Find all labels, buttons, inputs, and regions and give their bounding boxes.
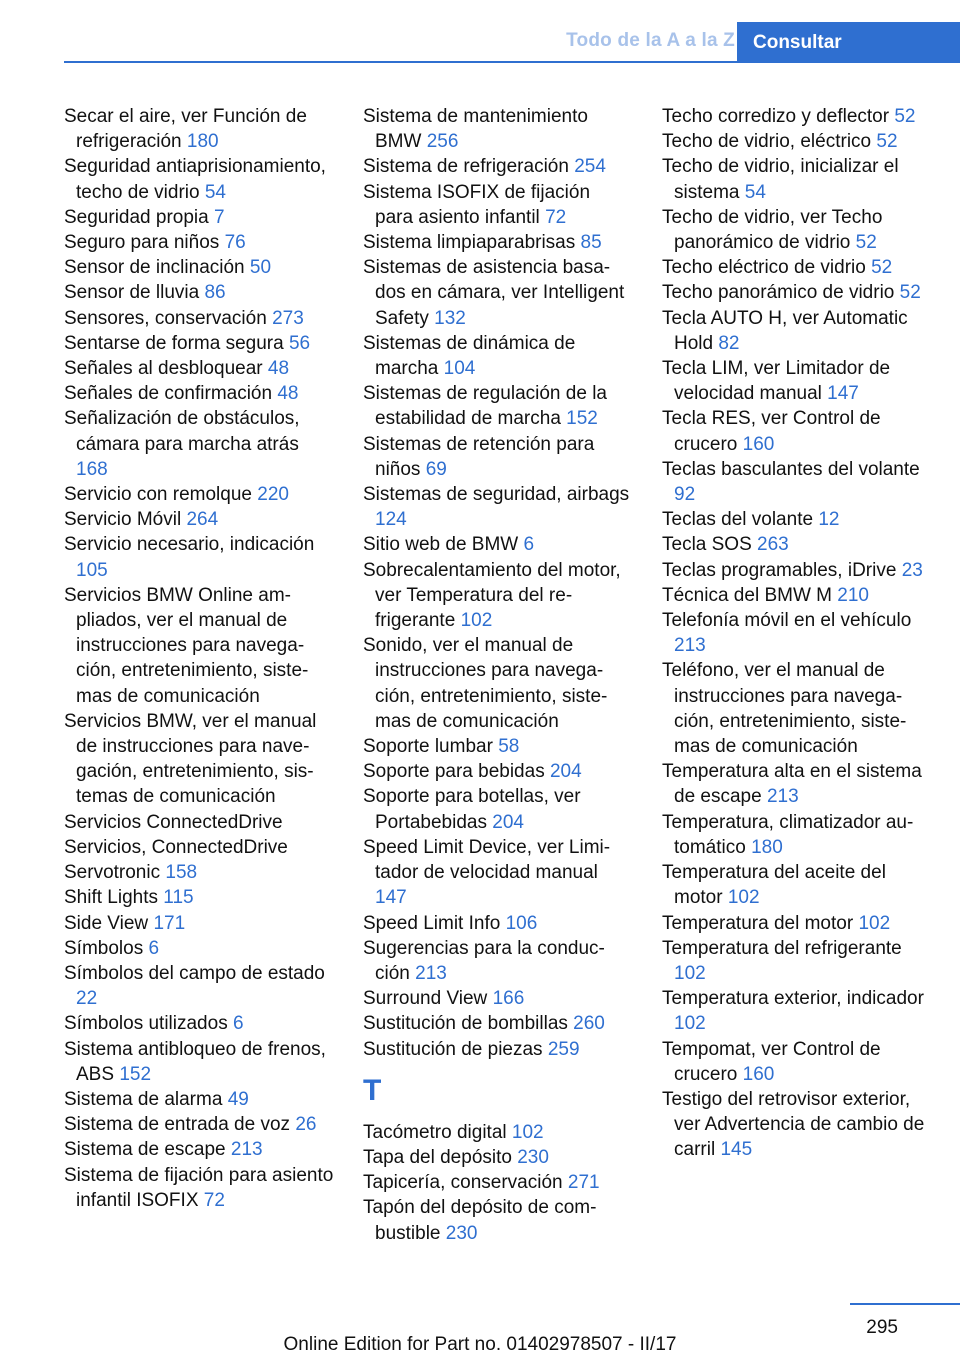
page-reference-link[interactable]: 213 bbox=[230, 1139, 263, 1161]
index-entry-text: Sistema de refrigeración bbox=[363, 156, 569, 178]
index-entry-text: Señales al desbloquear bbox=[64, 358, 263, 380]
index-entry-text: Techo de vidrio, inicializar el sistema bbox=[662, 156, 899, 203]
index-letter-heading: T bbox=[363, 1073, 382, 1107]
page-reference-link[interactable]: 147 bbox=[375, 887, 407, 909]
index-entry bbox=[662, 658, 930, 759]
index-entry-text: Seguridad propia bbox=[64, 206, 209, 228]
page-reference-link[interactable]: 264 bbox=[186, 509, 219, 531]
page-reference-link[interactable]: 259 bbox=[547, 1038, 580, 1060]
index-entry bbox=[662, 104, 930, 129]
page-reference-link[interactable]: 160 bbox=[742, 1063, 775, 1085]
index-entry bbox=[662, 129, 930, 154]
index-entry-text: Sistema de escape bbox=[64, 1139, 226, 1161]
page-reference-link[interactable]: 180 bbox=[186, 131, 219, 153]
index-entry-text: Teclas del volante bbox=[662, 509, 814, 531]
index-entry-text: Techo corredizo y deflector bbox=[662, 106, 890, 127]
index-entry bbox=[64, 507, 334, 532]
index-entry-text: Tapón del depósito de combustible bbox=[363, 1197, 597, 1244]
index-entry bbox=[662, 255, 930, 280]
page-reference-link[interactable]: 48 bbox=[267, 358, 290, 380]
page-reference-link[interactable]: 273 bbox=[272, 307, 304, 329]
index-entry bbox=[662, 608, 930, 658]
index-entry-text: Temperatura del motor bbox=[662, 912, 854, 934]
index-entry bbox=[64, 936, 334, 961]
page-reference-link[interactable]: 50 bbox=[249, 257, 272, 279]
page-reference-link[interactable]: 147 bbox=[827, 383, 859, 405]
page-reference-link[interactable]: 52 bbox=[871, 257, 893, 279]
page-reference-link[interactable]: 254 bbox=[574, 156, 606, 178]
page-reference-link[interactable]: 52 bbox=[894, 106, 916, 127]
index-entry-text: Surround View bbox=[363, 988, 488, 1010]
index-entry-text: Señales de confirmación bbox=[64, 383, 273, 405]
page-reference-link[interactable]: 102 bbox=[858, 912, 891, 934]
index-entry-text: Tecla LIM, ver Limitador de velocidad manual bbox=[662, 358, 891, 405]
index-entry bbox=[64, 1087, 334, 1112]
index-entry-text: Seguridad antiaprisionamiento, techo de vidrio bbox=[64, 156, 326, 203]
page-reference-link[interactable]: 6 bbox=[148, 937, 160, 959]
page-reference-link[interactable]: 76 bbox=[224, 232, 246, 254]
footer-rule bbox=[850, 1303, 960, 1305]
index-entry-text: Tacómetro digital bbox=[363, 1121, 507, 1143]
index-entry-text: Sistema de alarma bbox=[64, 1088, 223, 1110]
index-entry-text: Sistema de mantenimiento BMW bbox=[363, 106, 588, 153]
index-entry-text: Servicios ConnectedDrive bbox=[64, 811, 283, 833]
index-entry-text: Sugerencias para la conducción bbox=[363, 937, 605, 984]
index-entry bbox=[64, 1037, 334, 1087]
index-entry bbox=[662, 205, 930, 255]
index-entry bbox=[64, 306, 334, 331]
page-reference-link[interactable]: 56 bbox=[288, 332, 311, 354]
index-entry-text: Techo de vidrio, ver Techo panorámico de vidrio bbox=[662, 206, 883, 254]
index-entry bbox=[363, 734, 633, 759]
index-entry-text: Teclas programables, iDrive bbox=[662, 559, 897, 581]
index-entry bbox=[662, 936, 930, 986]
page-reference-link[interactable]: 213 bbox=[766, 786, 799, 808]
index-entry bbox=[662, 306, 930, 356]
index-entry bbox=[363, 1170, 633, 1195]
index-entry-text: Sensor de lluvia bbox=[64, 282, 200, 304]
page-reference-link[interactable]: 48 bbox=[277, 383, 299, 405]
index-entry bbox=[64, 1163, 334, 1213]
index-entry bbox=[363, 482, 633, 532]
index-entry bbox=[64, 406, 334, 482]
index-entry-text: Sistema de fijación para asiento infantil ISOFIX bbox=[64, 1164, 334, 1211]
index-entry bbox=[64, 532, 334, 582]
index-column-2 bbox=[363, 104, 633, 1246]
page-reference-link[interactable]: 160 bbox=[742, 433, 775, 455]
index-entry-text: Soporte para bebidas bbox=[363, 761, 545, 783]
index-entry-text: Seguro para niños bbox=[64, 232, 220, 254]
index-entry-text: Sonido, ver el manual de instrucciones para navegación, entretenimiento, sistemas de comunicación bbox=[363, 635, 608, 732]
index-entry bbox=[363, 104, 633, 154]
index-entry-text: Servicio Móvil bbox=[64, 509, 182, 531]
index-entry bbox=[363, 255, 633, 331]
index-entry bbox=[64, 835, 334, 860]
index-entry-text: Servicios BMW Online ampliados, ver el manual de instrucciones para navegación, entretenimiento, sistemas de comunicación bbox=[64, 584, 309, 707]
index-entry bbox=[662, 280, 930, 305]
index-entry bbox=[363, 1037, 633, 1062]
page-reference-link[interactable]: 7 bbox=[214, 206, 225, 228]
index-entry bbox=[363, 381, 633, 431]
page-reference-link[interactable]: 166 bbox=[492, 988, 525, 1010]
index-entry bbox=[662, 911, 930, 936]
index-entry-text: Servicio con remolque bbox=[64, 484, 252, 506]
index-entry-text: Símbolos utilizados bbox=[64, 1013, 228, 1035]
index-entry bbox=[363, 1120, 633, 1145]
index-entry-text: Sistema antibloqueo de frenos, ABS bbox=[64, 1038, 326, 1085]
index-entry bbox=[363, 784, 633, 834]
index-entry bbox=[363, 835, 633, 911]
index-entry bbox=[64, 885, 334, 910]
index-entry-text: Tapa del depósito bbox=[363, 1146, 512, 1168]
index-entry bbox=[64, 860, 334, 885]
index-entry bbox=[662, 457, 930, 507]
index-entry-text: Soporte lumbar bbox=[363, 736, 493, 758]
page-reference-link[interactable]: 256 bbox=[426, 131, 459, 153]
index-entry-text: Tecla AUTO H, ver Automatic Hold bbox=[662, 307, 908, 354]
index-entry bbox=[363, 1145, 633, 1170]
index-entry-text: Sustitución de bombillas bbox=[363, 1013, 568, 1035]
index-entry bbox=[662, 356, 930, 406]
index-entry bbox=[662, 532, 930, 557]
page-reference-link[interactable]: 230 bbox=[517, 1146, 549, 1168]
index-entry bbox=[64, 154, 334, 204]
index-entry-text: Sistemas de seguridad, airbags bbox=[363, 484, 630, 506]
index-entry bbox=[64, 583, 334, 709]
index-entry-text: Techo eléctrico de vidrio bbox=[662, 257, 866, 279]
index-entry bbox=[363, 936, 633, 986]
footer-edition: Online Edition for Part no. 01402978507 - II/17 bbox=[283, 1334, 677, 1355]
index-entry bbox=[64, 482, 334, 507]
page-reference-link[interactable]: 102 bbox=[674, 962, 706, 984]
index-entry-text: Servicios, ConnectedDrive bbox=[64, 836, 288, 858]
index-entry bbox=[64, 911, 334, 936]
page-reference-link[interactable]: 204 bbox=[549, 761, 582, 783]
index-entry bbox=[64, 230, 334, 255]
index-entry bbox=[363, 230, 633, 255]
page-reference-link[interactable]: 152 bbox=[566, 408, 598, 430]
page-reference-link[interactable]: 22 bbox=[76, 988, 98, 1010]
index-entry-text: Temperatura alta en el sistema de escape bbox=[662, 761, 922, 808]
page-reference-link[interactable]: 52 bbox=[876, 131, 898, 153]
index-entry bbox=[363, 331, 633, 381]
page-reference-link[interactable]: 260 bbox=[573, 1013, 605, 1035]
index-entry bbox=[363, 759, 633, 784]
page-reference-link[interactable]: 210 bbox=[837, 584, 869, 606]
page-reference-link[interactable]: 230 bbox=[445, 1222, 478, 1244]
index-entry-text: Sistema limpiaparabrisas bbox=[363, 232, 576, 254]
index-entry bbox=[64, 104, 334, 154]
index-entry-text: Símbolos bbox=[64, 937, 144, 959]
index-entry bbox=[64, 961, 334, 1011]
index-entry bbox=[64, 810, 334, 835]
index-entry-text: Sistemas de asistencia basados en cámara, ver Intelligent Safety bbox=[363, 257, 625, 329]
index-entry bbox=[662, 986, 930, 1036]
page-reference-link[interactable]: 52 bbox=[899, 282, 921, 304]
index-entry-text: Sensor de inclinación bbox=[64, 257, 245, 279]
index-entry-text: Telefonía móvil en el vehículo bbox=[662, 610, 912, 632]
index-entry-text: Tecla SOS bbox=[662, 534, 752, 556]
index-entry bbox=[662, 558, 930, 583]
page-reference-link[interactable]: 52 bbox=[855, 232, 877, 254]
page-reference-link[interactable]: 54 bbox=[744, 181, 766, 203]
page-reference-link[interactable]: 58 bbox=[498, 736, 520, 758]
page-reference-link[interactable]: 72 bbox=[545, 206, 567, 228]
page-reference-link[interactable]: 180 bbox=[751, 836, 783, 858]
index-entry bbox=[363, 154, 633, 179]
index-entry bbox=[363, 180, 633, 230]
page-reference-link[interactable]: 106 bbox=[505, 912, 538, 934]
page-reference-link[interactable]: 102 bbox=[511, 1121, 544, 1143]
page-reference-link[interactable]: 54 bbox=[204, 181, 226, 203]
index-entry-text: Teléfono, ver el manual de instrucciones para navegación, entretenimiento, sistemas de comunicación bbox=[662, 660, 907, 758]
index-entry bbox=[662, 154, 930, 204]
index-entry-text: Sensores, conservación bbox=[64, 307, 267, 329]
page-reference-link[interactable]: 92 bbox=[674, 484, 696, 506]
index-entry-text: Técnica del BMW M bbox=[662, 584, 832, 606]
index-entry bbox=[363, 1195, 633, 1245]
index-entry bbox=[64, 381, 334, 406]
index-entry-text: Sentarse de forma segura bbox=[64, 332, 284, 354]
page-reference-link[interactable]: 12 bbox=[818, 509, 840, 531]
index-entry bbox=[363, 911, 633, 936]
index-entry-text: Secar el aire, ver Función de refrigeración bbox=[64, 106, 307, 153]
index-column-3 bbox=[662, 104, 930, 1163]
page-reference-link[interactable]: 6 bbox=[232, 1013, 244, 1035]
index-entry bbox=[64, 1011, 334, 1036]
page-reference-link[interactable]: 69 bbox=[425, 458, 447, 480]
page-reference-link[interactable]: 115 bbox=[163, 887, 194, 909]
index-entry-text: Soporte para botellas, ver Portabebidas bbox=[363, 786, 581, 833]
page-reference-link[interactable]: 168 bbox=[76, 458, 108, 480]
page-reference-link[interactable]: 102 bbox=[727, 887, 760, 909]
index-entry-text: Servicio necesario, indicación bbox=[64, 534, 315, 556]
page-reference-link[interactable]: 85 bbox=[580, 232, 602, 254]
index-entry bbox=[64, 331, 334, 356]
index-entry-text: Sitio web de BMW bbox=[363, 534, 519, 556]
index-entry-text: Sistema de entrada de voz bbox=[64, 1114, 291, 1136]
page-reference-link[interactable]: 271 bbox=[567, 1172, 600, 1194]
page-reference-link[interactable]: 132 bbox=[434, 307, 466, 329]
index-entry-text: Servicios BMW, ver el manual de instrucciones para navegación, entretenimiento, sistemas de comunicación bbox=[64, 710, 317, 808]
page-reference-link[interactable]: 158 bbox=[165, 862, 198, 884]
page-reference-link[interactable]: 145 bbox=[720, 1139, 753, 1161]
index-entry-text: Sistema ISOFIX de fijación para asiento infantil bbox=[363, 181, 591, 228]
index-entry bbox=[64, 356, 334, 381]
page-reference-link[interactable]: 171 bbox=[153, 912, 186, 934]
index-entry-text: Teclas basculantes del volante bbox=[662, 458, 920, 480]
page-reference-link[interactable]: 23 bbox=[901, 559, 923, 581]
page-reference-link[interactable]: 213 bbox=[415, 962, 447, 984]
index-entry-text: Speed Limit Device, ver Limitador de velocidad manual bbox=[363, 836, 611, 884]
index-entry bbox=[662, 1037, 930, 1087]
index-entry-text: Señalización de obstáculos, cámara para marcha atrás bbox=[64, 408, 300, 455]
header-section-title: Todo de la A a la Z bbox=[566, 30, 735, 51]
index-entry bbox=[363, 432, 633, 482]
index-entry bbox=[363, 986, 633, 1011]
page-reference-link[interactable]: 124 bbox=[375, 509, 407, 531]
index-entry-text: Temperatura exterior, indicador bbox=[662, 988, 924, 1010]
index-entry-text: Sistemas de dinámica de marcha bbox=[363, 332, 576, 380]
index-entry-text: Testigo del retrovisor exterior, ver Advertencia de cambio de carril bbox=[662, 1088, 925, 1161]
index-entry bbox=[363, 532, 633, 557]
index-entry bbox=[662, 860, 930, 910]
header-tab-consultar[interactable]: Consultar bbox=[737, 22, 960, 63]
index-entry bbox=[363, 1011, 633, 1036]
index-entry bbox=[363, 558, 633, 634]
index-entry-text: Temperatura del aceite del motor bbox=[662, 862, 886, 909]
page-reference-link[interactable]: 49 bbox=[227, 1088, 249, 1110]
index-entry-text: Shift Lights bbox=[64, 887, 158, 909]
page-reference-link[interactable]: 102 bbox=[674, 1013, 706, 1035]
index-column-1 bbox=[64, 104, 334, 1213]
index-entry-text: Sobrecalentamiento del motor, ver Temperatura del refrigerante bbox=[363, 559, 621, 632]
index-entry-text: Temperatura, climatizador automático bbox=[662, 811, 914, 858]
index-entry-text: Sustitución de piezas bbox=[363, 1038, 543, 1060]
index-entry bbox=[64, 255, 334, 280]
page-reference-link[interactable]: 263 bbox=[757, 534, 789, 556]
page-reference-link[interactable]: 26 bbox=[295, 1114, 317, 1136]
page-reference-link[interactable]: 86 bbox=[204, 282, 226, 304]
index-entry-text: Tecla RES, ver Control de crucero bbox=[662, 408, 881, 455]
index-entry-text: Símbolos del campo de estado bbox=[64, 962, 325, 984]
index-entry-text: Tapicería, conservación bbox=[363, 1172, 563, 1194]
page-number: 295 bbox=[866, 1317, 898, 1338]
index-entry bbox=[64, 280, 334, 305]
index-entry-text: Speed Limit Info bbox=[363, 912, 501, 934]
index-entry-text: Servotronic bbox=[64, 862, 161, 884]
index-entry-text: Techo de vidrio, eléctrico bbox=[662, 131, 872, 153]
page-reference-link[interactable]: 82 bbox=[718, 332, 740, 354]
index-entry bbox=[662, 583, 930, 608]
index-entry bbox=[64, 1112, 334, 1137]
page-reference-link[interactable]: 204 bbox=[492, 811, 524, 833]
index-entry bbox=[64, 709, 334, 810]
index-entry bbox=[64, 1137, 334, 1162]
page-reference-link[interactable]: 104 bbox=[443, 358, 476, 380]
index-entry bbox=[662, 507, 930, 532]
index-entry-text: Temperatura del refrigerante bbox=[662, 937, 902, 959]
index-entry-text: Sistemas de retención para niños bbox=[363, 433, 595, 480]
page-reference-link[interactable]: 6 bbox=[523, 534, 535, 556]
page-reference-link[interactable]: 72 bbox=[203, 1189, 225, 1211]
index-entry-text: Techo panorámico de vidrio bbox=[662, 282, 895, 304]
page-reference-link[interactable]: 220 bbox=[257, 484, 289, 506]
index-entry bbox=[662, 759, 930, 809]
index-entry-text: Side View bbox=[64, 912, 149, 934]
page-reference-link[interactable]: 102 bbox=[460, 610, 493, 632]
index-entry bbox=[662, 1087, 930, 1163]
index-entry bbox=[64, 205, 334, 230]
page-reference-link[interactable]: 152 bbox=[119, 1063, 152, 1085]
index-entry bbox=[363, 633, 633, 734]
page-reference-link[interactable]: 213 bbox=[674, 635, 706, 657]
page-reference-link[interactable]: 105 bbox=[76, 559, 108, 581]
index-entry-text: Tempomat, ver Control de crucero bbox=[662, 1038, 881, 1085]
index-entry-text: Sistemas de regulación de la estabilidad de marcha bbox=[363, 383, 607, 430]
index-entry bbox=[662, 810, 930, 860]
index-entry bbox=[662, 406, 930, 456]
